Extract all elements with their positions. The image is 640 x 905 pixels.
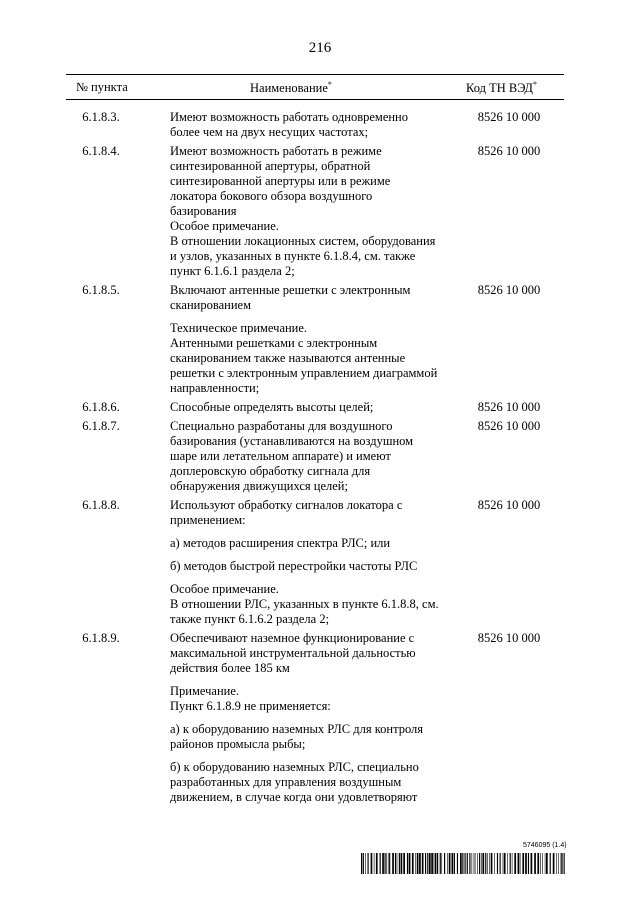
row-code: 8526 10 000 xyxy=(477,631,541,645)
row-code: 8526 10 000 xyxy=(477,283,541,297)
row-number: 6.1.8.4. xyxy=(82,144,120,158)
row-number: 6.1.8.3. xyxy=(82,110,120,124)
description-paragraph: а) к оборудованию наземных РЛС для контроля районов промысла рыбы; xyxy=(170,722,424,751)
description-paragraph: а) методов расширения спектра РЛС; или xyxy=(170,536,391,550)
description-paragraph: Способные определять высоты целей; xyxy=(170,400,374,414)
row-description xyxy=(170,631,440,805)
row-code: 8526 10 000 xyxy=(477,419,541,433)
row-number: 6.1.8.5. xyxy=(82,283,120,297)
description-paragraph: Особое примечание. В отношении РЛС, указанных в пункте 6.1.8.8, см. также пункт 6.1.6.2 раздела 2; xyxy=(170,582,439,626)
description-paragraph: б) к оборудованию наземных РЛС, специально разработанных для управления воздушным движением, в случае когда они удовлетворяют xyxy=(170,760,419,804)
document-stamp: 5746095 (1.4) xyxy=(523,842,567,849)
table-header xyxy=(66,74,564,100)
table-row xyxy=(66,110,564,140)
row-number: 6.1.8.6. xyxy=(82,400,120,414)
description-paragraph: Примечание. Пункт 6.1.8.9 не применяется: xyxy=(170,684,331,713)
description-paragraph: Обеспечивают наземное функционирование с максимальной инструментальной дальностью действия более 185 км xyxy=(170,631,416,675)
table-row xyxy=(66,498,564,627)
table-row xyxy=(66,631,564,805)
row-description xyxy=(170,144,440,279)
table-row xyxy=(66,283,564,396)
row-description xyxy=(170,110,440,140)
description-paragraph: Используют обработку сигналов локатора с применением: xyxy=(170,498,403,527)
row-description xyxy=(170,283,440,396)
row-description xyxy=(170,498,440,627)
header-num: № пункта xyxy=(76,80,128,94)
description-paragraph: Включают антенные решетки с электронным сканированием xyxy=(170,283,411,312)
row-code: 8526 10 000 xyxy=(477,400,541,414)
description-paragraph: Специально разработаны для воздушного базирования (устанавливаются на воздушном шаре или летательном аппарате) и имеют доплеровскую обработку сигнала для обнаружения движущихся целей; xyxy=(170,419,414,493)
description-paragraph: б) методов быстрой перестройки частоты РЛС xyxy=(170,559,418,573)
barcode xyxy=(361,853,566,874)
row-description xyxy=(170,419,440,494)
row-number: 6.1.8.8. xyxy=(82,498,120,512)
row-code: 8526 10 000 xyxy=(477,110,541,124)
row-description xyxy=(170,400,440,415)
row-code: 8526 10 000 xyxy=(477,498,541,512)
table-row xyxy=(66,400,564,415)
table-row xyxy=(66,419,564,494)
description-paragraph: Имеют возможность работать в режиме синтезированной апертуры, обратной синтезированной апертуры или в режиме локатора бокового обзора воздушного базирования Особое примечание. В отношении локационных систем, оборудования и узлов, указанных в пункте 6.1.8.4, см. также пункт 6.1.6.1 раздела 2; xyxy=(170,144,436,278)
header-code: Код ТН ВЭД* xyxy=(466,80,537,96)
description-paragraph: Техническое примечание. Антенными решетками с электронным сканированием также называются антенные решетки с электронным управлением диаграммой направленности; xyxy=(170,321,438,395)
header-name: Наименование* xyxy=(250,80,332,96)
row-number: 6.1.8.7. xyxy=(82,419,120,433)
table-body xyxy=(66,110,564,809)
row-number: 6.1.8.9. xyxy=(82,631,120,645)
description-paragraph: Имеют возможность работать одновременно более чем на двух несущих частотах; xyxy=(170,110,408,139)
table-row xyxy=(66,144,564,279)
row-code: 8526 10 000 xyxy=(477,144,541,158)
page-number: 216 xyxy=(308,40,332,56)
